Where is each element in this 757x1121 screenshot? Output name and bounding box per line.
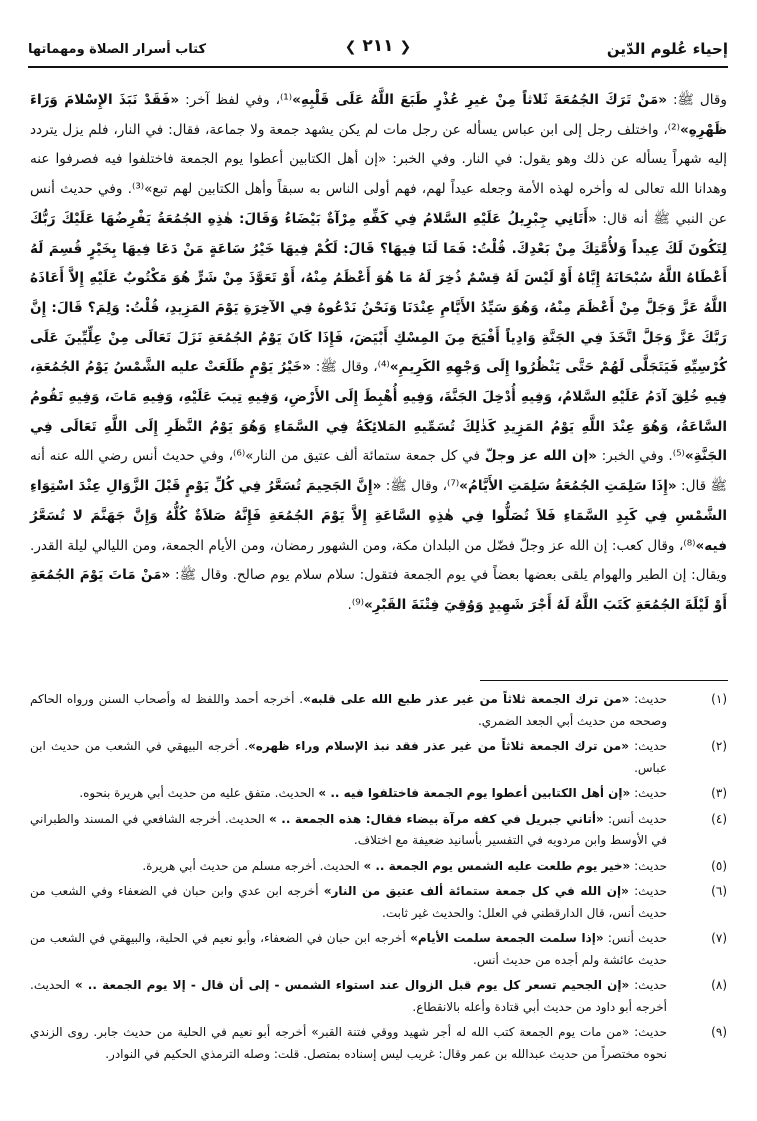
footnote-text: حديث: <box>629 692 667 706</box>
hadith-quote: «خَيْرُ يَوْمٍ طَلَعَتْ عليه الشَّمْسُ يَوْمُ الجُمُعَةِ، فِيهِ خُلِقَ آدَمُ عَلَيْهِ السَّلامُ، وَفِيهِ أُدْخِلَ الجَنَّةَ، وَفِيهِ أُهْبِطَ إِلَى الأَرْضِ، وَفِيهِ تِيبَ عَلَيْهِ، وَفِيهِ مَاتَ، وَفِيهِ تَقُومُ السَّاعَةُ، وَهُوَ عِنْدَ اللَّهِ يَوْمُ المَزِيدِ كَذٰلِكَ تُسَمِّيهِ المَلائِكَةُ فِي السَّمَاءِ وَهُوَ يَوْمُ النَّظَرِ إِلَى اللَّهِ تَعَالَى فِي الجَنَّةِ» <box>30 359 727 465</box>
footnote-text: . أخرجه أحمد واللفظ له وأصحاب السنن ورواه الحاكم وصححه من حديث أبي الجعد الضمري. <box>30 692 667 728</box>
body-text: ⁽²⁾، واختلف رجل إلى ابن عباس يسأله عن رجل مات لم يكن يشهد جمعة ولا جماعة، فقال: في النار، فلم يزل يتردد إليه شهراً يسأله عن ذلك وهو يقول: في النار. وفي الخبر: «إن أهل الكتابين أعطوا يوم الجمعة فاختلفوا فيه فصرفوا عنه وهدانا الله تعالى له وأخره لهذه الأمة وجعله عيداً لهم، فهم أولى الناس به سبقاً وأهل الكتابين لهم تبع»⁽³⁾. وفي حديث أنس عن النبي ﷺ أنه قال: <box>30 121 727 227</box>
footnote <box>30 881 727 924</box>
footnote-text: حديث: <box>630 786 667 800</box>
ornament-left-icon: ❮ <box>399 39 412 55</box>
footnote-text: أخرجه ابن حبان في الضعفاء، وأبو نعيم في الحلية، والبيهقي في الشعب من حديث عائشة ولم أجده من حديث أنس. <box>30 931 667 967</box>
footnote-quote: «إن الله في كل جمعة ستمائة ألف عتيق من النار» <box>323 884 629 898</box>
footnote-number: (٤) <box>711 811 727 826</box>
hadith-quote: «فَقَدْ نَبَذَ الإِسْلامَ وَرَاءَ ظَهْرِهِ» <box>30 92 727 138</box>
footnote-number: (٨) <box>711 978 727 992</box>
body-text: ⁽⁹⁾. <box>347 596 364 613</box>
footnote <box>30 736 727 779</box>
hadith-quote: «إِذَا سَلِمَتِ الجُمُعَةُ سَلِمَتِ الأَيَّامُ» <box>459 478 677 495</box>
footnote <box>30 1022 727 1065</box>
footnote-quote: «إن الجحيم تسعر كل يوم قبل الزوال عند استواء الشمس - إلى أن قال - إلا يوم الجمعة .. » <box>74 978 630 992</box>
body-text: ⁽⁸⁾، وقال كعب: إن الله عز وجلّ فضّل من البلدان مكة، ومن الشهور رمضان، ومن الأيام الجمعة، ومن الليالي ليلة القدر. ويقال: إن الطير والهوام يلقى بعضها بعضاً في يوم الجمعة فتقول: سلام سلام يوم صالح. وقال ﷺ: <box>30 537 727 584</box>
book-title: إحياء عُلوم الدّين <box>606 40 728 58</box>
page-header <box>28 34 728 68</box>
footnote-quote: «إذا سلمت الجمعة سلمت الأيام» <box>410 931 604 945</box>
footnote-text: الحديث. متفق عليه من حديث أبي هريرة بنحوه. <box>79 786 319 800</box>
footnote-quote: «من ترك الجمعة ثلاثاً من غير عذر فقد نبذ الإسلام وراء ظهره» <box>248 739 629 753</box>
page-number: ٢١١ <box>362 36 394 56</box>
footnote-text: حديث: «من مات يوم الجمعة كتب الله له أجر شهيد ووقي فتنة القبر» أخرجه أبو نعيم في الحلية من حديث جابر. روى الزندي نحوه مختصراً من حديث عبدالله بن عمر وقال: غريب ليس إسناده بمتصل. قلت: وصله الترمذي الحكيم في النوادر. <box>30 1025 667 1061</box>
hadith-quote: «مَنْ مَاتَ يَوْمَ الجُمُعَةِ أَوْ لَيْلَةَ الجُمُعَةِ كَتَبَ اللَّهُ لَهُ أَجْرَ شَهِيدٍ وَوُقِيَ فِتْنَةَ القَبْرِ» <box>30 567 727 613</box>
footnote <box>30 928 727 971</box>
footnote-text: حديث: <box>628 884 667 898</box>
page-number-group <box>338 36 418 56</box>
main-text <box>30 86 727 621</box>
footnote-number: (٦) <box>711 884 727 898</box>
footnote-text: حديث أنس: <box>603 811 667 826</box>
footnote <box>30 783 727 805</box>
footnote-text: حديث: <box>629 978 667 992</box>
main-paragraph <box>30 86 727 621</box>
footnote <box>30 975 727 1018</box>
footnote-number: (٢) <box>711 739 727 753</box>
footnote-number: (٥) <box>711 858 727 873</box>
footnote <box>30 689 727 732</box>
header-divider <box>28 66 728 68</box>
footnote-text: حديث: <box>630 858 667 873</box>
footnote-text: الحديث. أخرجه مسلم من حديث أبي هريرة. <box>142 858 364 873</box>
body-text: وقال ﷺ: <box>667 92 727 108</box>
footnote-text: الحديث. أخرجه الشافعي في المسند والطبراني في الأوسط وابن مردويه في التفسير بأسانيد ضعيفة مع اختلاف. <box>30 811 667 847</box>
footnote-quote: «خير يوم طلعت عليه الشمس يوم الجمعة .. » <box>363 858 631 873</box>
hadith-quote: «مَنْ تَرَكَ الجُمُعَةَ ثَلاثاً مِنْ غيرِ عُذْرٍ طَبَعَ اللَّهُ عَلَى قَلْبِهِ» <box>292 92 668 108</box>
footnote-divider <box>480 680 728 681</box>
ornament-right-icon: ❯ <box>344 39 357 55</box>
body-text: ⁽⁷⁾، وقال ﷺ: <box>381 478 460 495</box>
footnote-text: حديث أنس: <box>603 931 668 945</box>
footnote-number: (١) <box>711 692 727 706</box>
footnote-text: الحديث. أخرجه أبو داود من حديث أبي قتادة وأعله بالانقطاع. <box>30 978 667 1014</box>
footnote-text: أخرجه ابن عدي وابن حبان في الضعفاء وفي الشعب من حديث أنس، قال الدارقطني في العلل: والحديث غير ثابت. <box>30 884 667 920</box>
body-text: ⁽¹⁾، وفي لفظ آخر: <box>179 92 293 108</box>
footnote-quote: «من ترك الجمعة ثلاثاً من غير عذر طبع الله على قلبه» <box>303 692 630 706</box>
footnote <box>30 856 727 878</box>
footnote-number: (٧) <box>711 931 727 945</box>
footnote-quote: «إن أهل الكتابين أعطوا يوم الجمعة فاختلفوا فيه .. » <box>318 786 631 800</box>
hadith-quote: «أَتَانِي جِبْرِيلُ عَلَيْهِ السَّلامُ فِي كَفِّهِ مِرْآةٌ بَيْضَاءُ وَقَالَ: هٰذِهِ الجُمُعَةُ يَفْرِضُهَا عَلَيْكَ رَبُّكَ لِتَكُونَ لَكَ عِيداً وَلأُمَّتِكَ مِنْ بَعْدِكَ. قُلْتُ: فَمَا لَنَا فِيهَا؟ قَالَ: لَكُمْ فِيهَا خَيْرُ سَاعَةٍ مَنْ دَعَا فِيهَا بِخَيْرٍ قُسِمَ لَهُ أَعْطَاهُ اللَّهُ سُبْحَانَهُ إِيَّاهُ أَوْ لَيْسَ لَهُ قِسْمٌ ذُخِرَ لَهُ مَا هُوَ أَعْظَمُ مِنْهُ، أَوْ تَعَوَّذَ مِنْ شَرٍّ هُوَ مَكْتُوبٌ عَلَيْهِ إِلاَّ أَعَاذَهُ اللَّهُ عَزَّ وَجَلَّ مِنْ أَعْظَمَ مِنْهُ، وَهُوَ سَيِّدُ الأَيَّامِ عِنْدَنَا وَنَحْنُ نَدْعُوهُ فِي الآخِرَةِ يَوْمَ المَزِيدِ، قُلْتُ: وَلِمَ؟ قَالَ: إِنَّ رَبَّكَ عَزَّ وَجَلَّ اتَّخَذَ فِي الجَنَّةِ وَادِياً أَفْيَحَ مِنَ المِسْكِ أَبْيَضَ، فَإِذَا كَانَ يَوْمُ الجُمُعَةِ نَزَلَ تَعَالَى مِنْ عِلِّيِّينَ عَلَى كُرْسِيِّهِ فَيَتَجَلَّى لَهُمْ حَتَّى يَنْظُرُوا إِلَى وَجْهِهِ الكَرِيمِ» <box>30 210 727 376</box>
footnote-text: . أخرجه البيهقي في الشعب من حديث ابن عباس. <box>30 739 667 775</box>
footnote-quote: «أتاني جبريل في كفه مرآة بيضاء فقال: هذه الجمعة .. » <box>268 811 604 826</box>
body-text: ⁽⁴⁾، وقال ﷺ: <box>311 359 390 376</box>
body-text: ⁽⁵⁾. وفي الخبر: <box>596 448 685 465</box>
footnote <box>30 809 727 852</box>
chapter-title: كتاب أسرار الصلاة ومهماتها <box>28 42 207 57</box>
footnote-number: (٩) <box>711 1025 727 1039</box>
hadith-quote: «إن الله عز وجلّ <box>484 448 597 465</box>
footnotes <box>30 689 727 1069</box>
footnote-number: (٣) <box>711 786 727 800</box>
hadith-quote: «إِنَّ الجَحِيمَ تُسَعَّرُ فِي كُلِّ يَوْمٍ قَبْلَ الزَّوَالِ عِنْدَ اسْتِوَاءِ الشَّمْسِ فِي كَبِدِ السَّمَاءِ فَلاَ تُصَلُّوا فِي هٰذِهِ السَّاعَةِ إِلاَّ يَوْمَ الجُمُعَةِ فَإِنَّهُ صَلاَةٌ كُلُّهُ وَإِنَّ جَهَنَّمَ لا تُسَعَّرُ فيه» <box>30 478 727 554</box>
footnote-text: حديث: <box>628 739 667 753</box>
body-text: في كل جمعة ستمائة ألف عتيق من النار»⁽⁶⁾، وفي حديث أنس رضي الله عنه أنه ﷺ قال: <box>30 448 727 495</box>
